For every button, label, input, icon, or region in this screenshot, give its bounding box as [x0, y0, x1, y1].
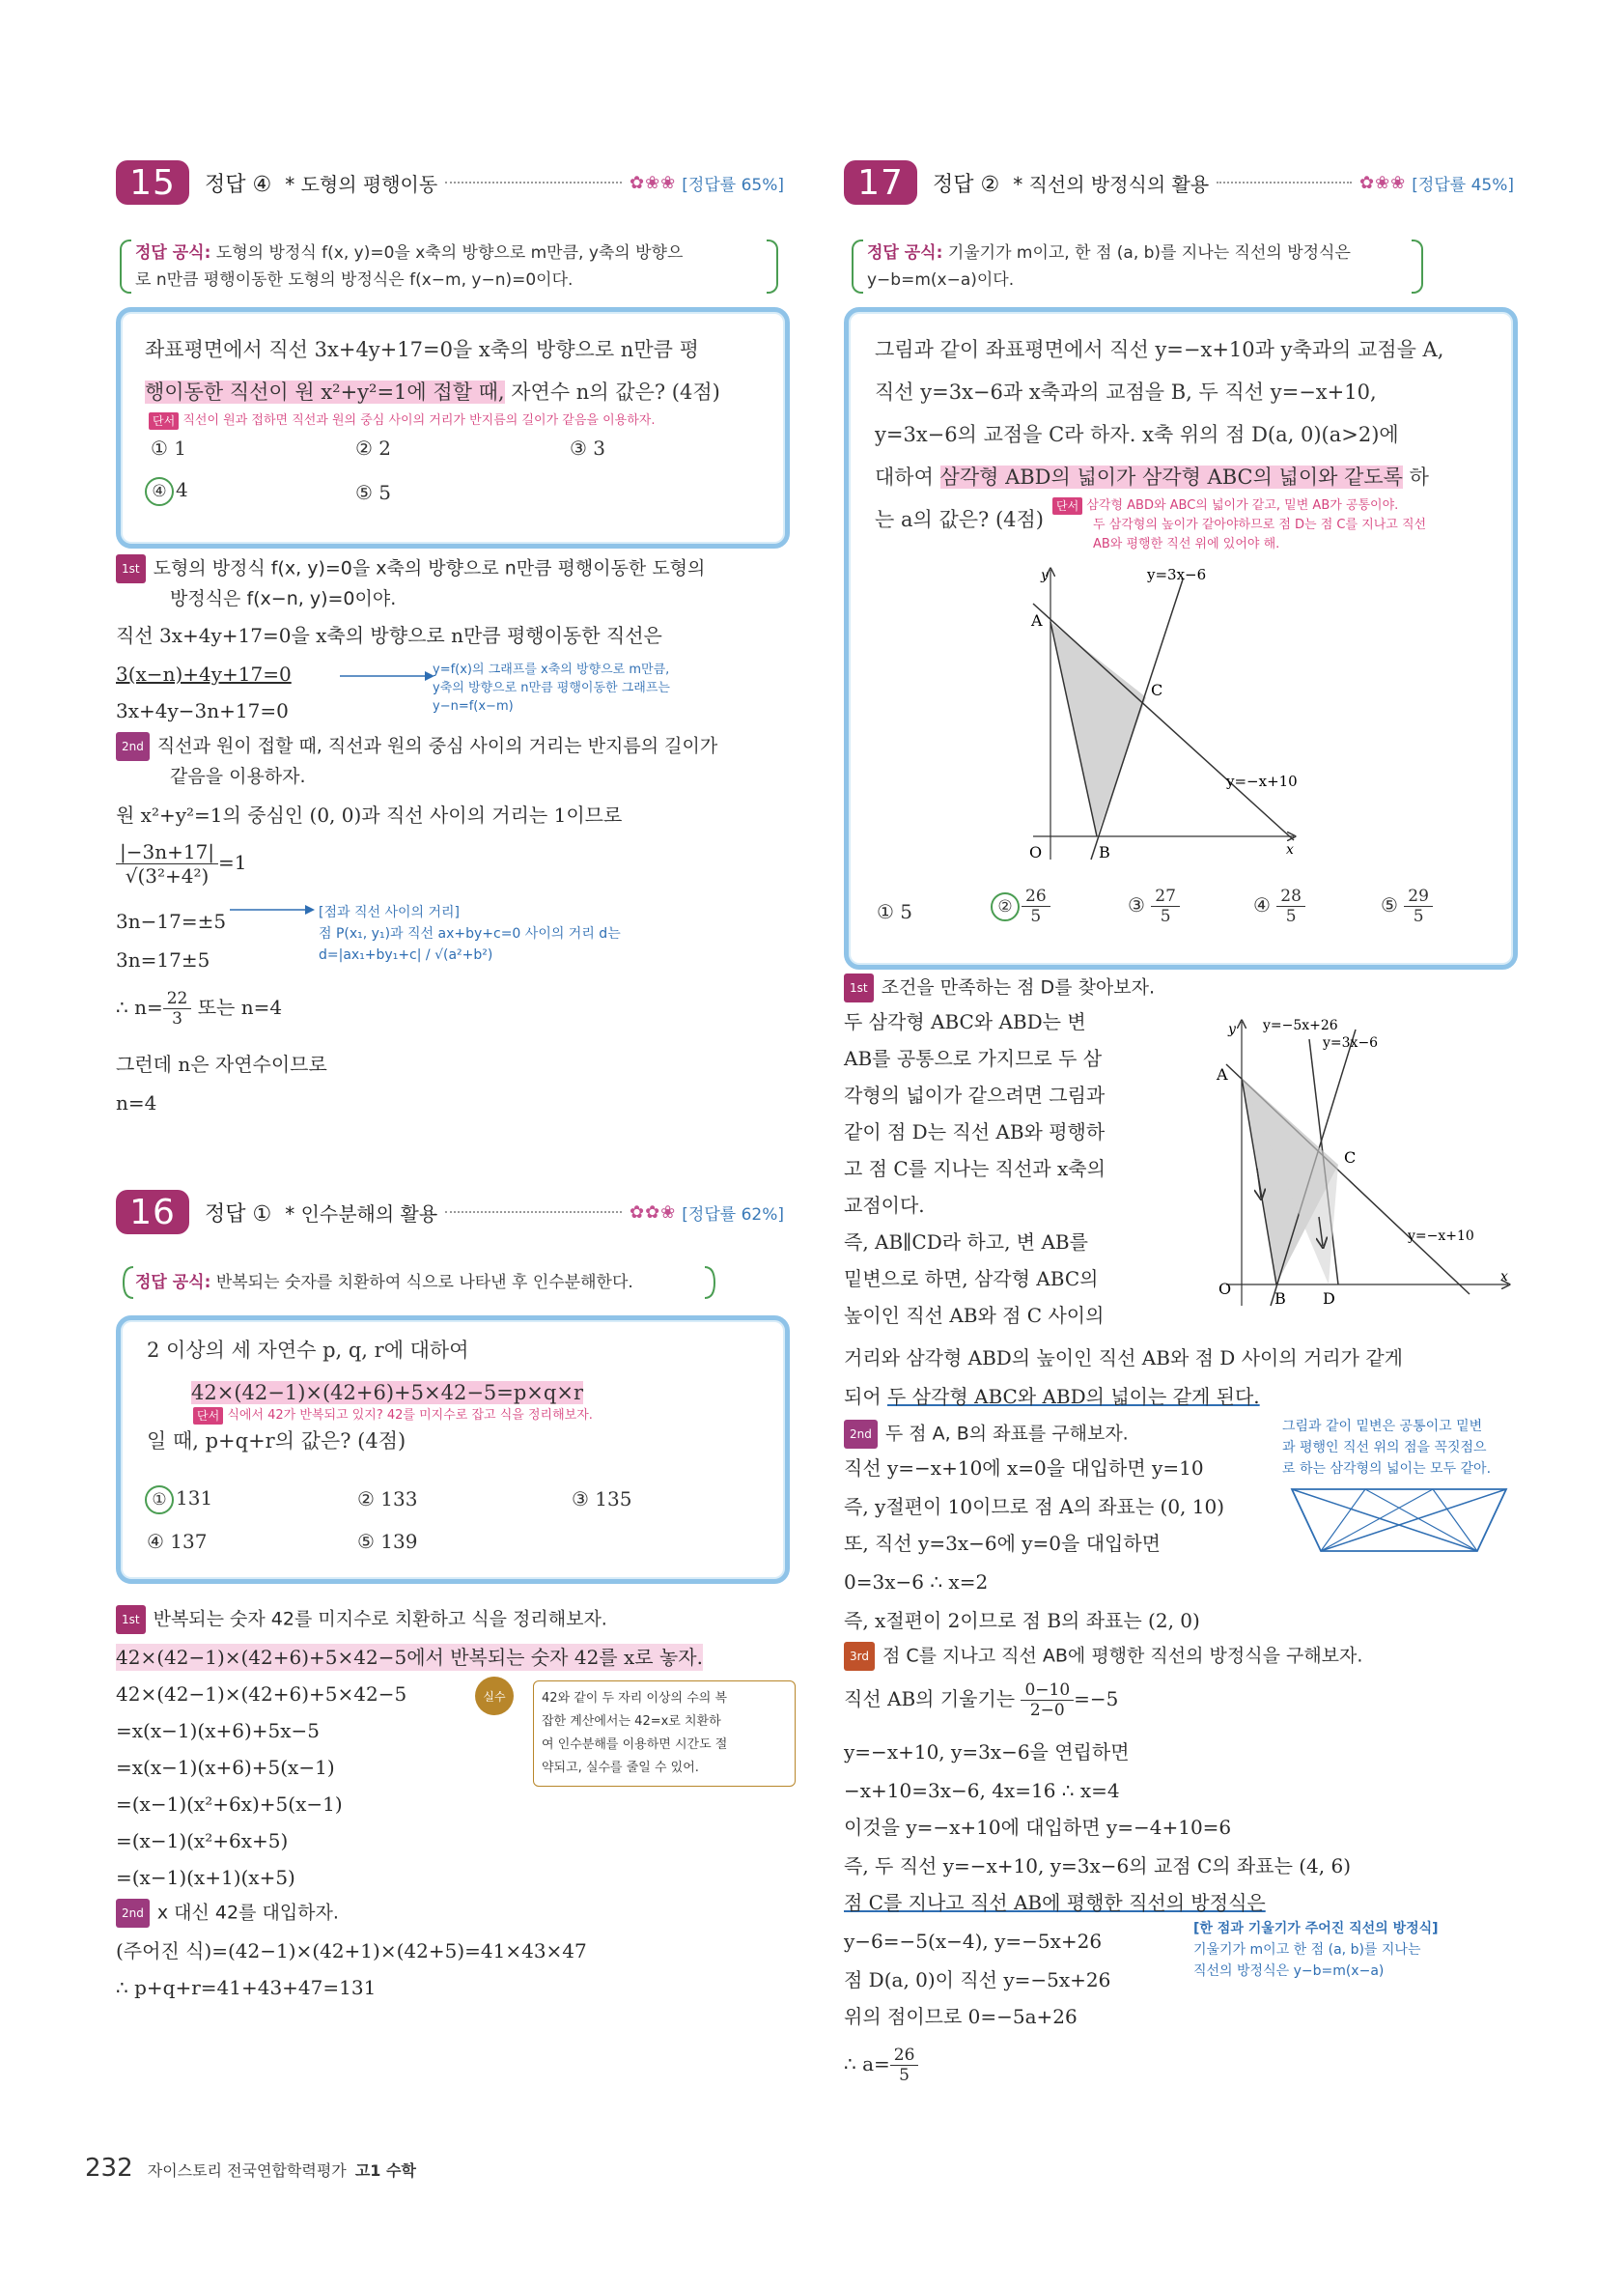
choice-mark: ④	[1253, 893, 1271, 917]
formula-label: 정답 공식:	[135, 1273, 211, 1292]
p17-u9: 이것을 y=−x+10에 대입하면 y=−4+10=6	[844, 1816, 1232, 1839]
p17-answer: 정답 ②	[933, 172, 1000, 197]
p17-u13: 점 D(a, 0)이 직선 y=−5x+26	[844, 1968, 1111, 1991]
origin-label: O	[1029, 843, 1043, 861]
text: 직선 AB의 기울기는	[844, 1687, 1022, 1710]
note-line: y=f(x)의 그래프를 x축의 방향으로 m만큼,	[433, 663, 670, 677]
formula-text-2: y−b=m(x−a)이다.	[867, 270, 1015, 290]
note-line: 로 하는 삼각형의 넓이는 모두 같아.	[1282, 1461, 1492, 1477]
p16-line-2: 42×(42−1)×(42+6)+5×42−5	[116, 1682, 407, 1706]
tip-line: 약되고, 실수를 줄일 수 있어.	[542, 1761, 699, 1775]
p17-prob-line: 그림과 같이 좌표평면에서 직선 y=−x+10과 y축과의 교점을 A,	[875, 338, 1444, 361]
p17-rate: [정답률 45%]	[1412, 175, 1514, 195]
p16-choice-3[interactable]: ③ 135	[572, 1487, 632, 1510]
p15-line-9: n=4	[116, 1091, 157, 1115]
hint-text: 두 삼각형의 높이가 같아야하므로 점 D는 점 C를 지나고 직선	[1093, 518, 1427, 532]
step-1-badge: 1st	[844, 974, 874, 1002]
frac-den: 3	[172, 1009, 182, 1029]
frac-num: 27	[1151, 887, 1180, 907]
note-line: 과 평행인 직선 위의 점을 꼭짓점으	[1282, 1440, 1487, 1455]
step-text: 조건을 만족하는 점 D를 찾아보자.	[881, 976, 1156, 999]
frac-den: 5	[899, 2066, 910, 2085]
step-text: 두 점 A, B의 좌표를 구해보자.	[884, 1423, 1129, 1445]
step-text: 점 C를 지나고 직선 AB에 평행한 직선의 방정식을 구해보자.	[882, 1645, 1363, 1667]
p15-prob-highlight: 행이동한 직선이 원 x²+y²=1에 접할 때,	[145, 381, 505, 404]
note-line: [한 점과 기울기가 주어진 직선의 방정식]	[1193, 1921, 1439, 1936]
p17-choice-1[interactable]: ① 5	[877, 900, 913, 923]
frac-num: 29	[1404, 887, 1433, 907]
p17-text-6: 교점이다.	[844, 1194, 925, 1217]
choice-mark: ③	[1128, 893, 1145, 917]
hint-tag: 단서	[1052, 497, 1082, 515]
line-label: y=−5x+26	[1263, 1018, 1338, 1033]
axis-x-label: x	[1286, 842, 1294, 858]
p16-topic: * 인수분해의 활용	[285, 1201, 438, 1226]
check-circle-icon: ①	[145, 1485, 174, 1514]
underlined-text: 두 삼각형 ABC와 ABD의 넓이는 같게 된다.	[887, 1385, 1260, 1408]
p16-line-4: =x(x−1)(x+6)+5(x−1)	[116, 1756, 335, 1779]
p17-u5: 즉, x절편이 2이므로 점 B의 좌표는 (2, 0)	[844, 1609, 1200, 1632]
text: ∴ a=	[844, 2052, 890, 2075]
p16-choice-4[interactable]: ④ 137	[147, 1530, 208, 1553]
p17-formula	[867, 240, 1408, 294]
p15-problem	[145, 328, 763, 413]
note-line: y축의 방향으로 n만큼 평행이동한 그래프는	[433, 681, 670, 695]
p15-line-4: 원 x²+y²=1의 중심인 (0, 0)과 직선 사이의 거리는 1이므로	[116, 804, 623, 827]
p15-prob-line-1: 좌표평면에서 직선 3x+4y+17=0을 x축의 방향으로 n만큼 평	[145, 338, 699, 361]
bracket-left	[852, 240, 863, 294]
p17-choice-2[interactable]	[991, 887, 1050, 926]
p17-u12: y−6=−5(x−4), y=−5x+26	[844, 1930, 1103, 1953]
p15-arrow-2	[230, 900, 317, 919]
p15-rate: [정답률 65%]	[682, 175, 784, 195]
point-b-label: B	[1274, 1289, 1286, 1308]
hint-text: 직선이 원과 접하면 직선과 원의 중심 사이의 거리가 반지름의 길이가 같음을 이용하자.	[182, 413, 656, 428]
p16-line-3: =x(x−1)(x+6)+5x−5	[116, 1719, 321, 1742]
p16-line-7: =(x−1)(x+1)(x+5)	[116, 1866, 295, 1889]
p17-step-1	[844, 974, 1155, 1002]
text: 하	[1402, 466, 1429, 489]
note-line: d=|ax₁+by₁+c| / √(a²+b²)	[319, 947, 493, 963]
frac-num: 28	[1276, 887, 1305, 907]
bracket-left	[120, 240, 131, 294]
p16-line-6: =(x−1)(x²+6x+5)	[116, 1829, 289, 1852]
formula-text-1: 도형의 방정식 f(x, y)=0을 x축의 방향으로 m만큼, y축의 방향으	[215, 243, 684, 263]
frac-num: |−3n+17|	[116, 840, 218, 864]
p15-line-2: 3(x−n)+4y+17=0	[116, 663, 292, 686]
step-text: x 대신 42를 대입하자.	[156, 1902, 339, 1924]
p17-graph-1	[1004, 560, 1313, 869]
p17-text-3: 각형의 넓이가 같으려면 그림과	[844, 1084, 1106, 1107]
frac-den: 5	[1160, 907, 1171, 926]
frac-den: 5	[1285, 907, 1297, 926]
step-text: 직선과 원이 접할 때, 직선과 원의 중심 사이의 거리는 반지름의 길이가	[156, 735, 718, 757]
p17-text-10: 거리와 삼각형 ABD의 높이인 직선 AB와 점 D 사이의 거리가 같게	[844, 1346, 1403, 1369]
p17-text-4: 같이 점 D는 직선 AB와 평행하	[844, 1120, 1106, 1143]
p17-text-2: AB를 공통으로 가지므로 두 삼	[844, 1047, 1103, 1070]
p16-prob-line-1: 2 이상의 세 자연수 p, q, r에 대하여	[147, 1339, 469, 1362]
p17-choice-4[interactable]	[1253, 887, 1305, 926]
p15-step-1	[116, 554, 705, 583]
p17-choice-5[interactable]	[1381, 887, 1433, 926]
p17-number: 17	[844, 160, 917, 205]
tip-line: 잡한 계산에서는 42=x로 치환하	[542, 1714, 721, 1729]
check-circle-icon: ②	[991, 892, 1020, 921]
formula-text: 반복되는 숫자를 치환하여 식으로 나타낸 후 인수분해한다.	[215, 1273, 633, 1292]
line-label: y=−x+10	[1226, 773, 1298, 790]
line-label: y=3x−6	[1323, 1035, 1379, 1051]
p17-text-11	[844, 1383, 1260, 1410]
frac-num: 26	[1022, 887, 1050, 907]
p15-line-1: 직선 3x+4y+17=0을 x축의 방향으로 n만큼 평행이동한 직선은	[116, 624, 662, 647]
formula-label: 정답 공식:	[135, 243, 211, 263]
p15-note-2	[319, 902, 621, 966]
p15-prob-line-2	[145, 371, 763, 413]
choice-mark: ⑤	[1381, 893, 1398, 917]
p17-topic: * 직선의 방정식의 활용	[1013, 172, 1210, 196]
p17-u1: 직선 y=−x+10에 x=0을 대입하면 y=10	[844, 1456, 1204, 1480]
tip-line: 42와 같이 두 자리 이상의 수의 복	[542, 1691, 728, 1706]
step-1-badge: 1st	[116, 1605, 146, 1634]
p17-prob-line	[875, 456, 1493, 498]
p15-choice-1[interactable]: ① 1	[151, 437, 187, 460]
p17-dots	[1217, 182, 1352, 183]
p16-header	[116, 1190, 784, 1234]
p15-arrow-1	[340, 666, 436, 686]
p17-text-9: 높이인 직선 AB와 점 C 사이의	[844, 1304, 1105, 1327]
note-line: 직선의 방정식은 y−b=m(x−a)	[1193, 1963, 1385, 1979]
axis-y-label: y	[1228, 1022, 1236, 1037]
point-b-label: B	[1099, 843, 1110, 861]
point-a-label: A	[1217, 1065, 1228, 1084]
page-number: 232	[85, 2154, 133, 2183]
frac-den: 2−0	[1029, 1701, 1065, 1720]
p17-text-1: 두 삼각형 ABC와 ABD는 변	[844, 1010, 1086, 1033]
p16-formula-brackets	[120, 1263, 718, 1302]
p17-text-8: 밑변으로 하면, 삼각형 ABC의	[844, 1267, 1099, 1290]
p16-tip-box	[533, 1680, 796, 1787]
text: ∴ n=	[116, 996, 163, 1019]
p15-number: 15	[116, 160, 189, 205]
page-footer	[85, 2154, 416, 2183]
p17-prob-line: 는 a의 값은? (4점)	[875, 508, 1044, 531]
p17-stars: ✿❀❀	[1359, 172, 1407, 193]
p15-choice-3[interactable]: ③ 3	[570, 437, 606, 460]
p16-line-8: (주어진 식)=(42−1)×(42+1)×(42+5)=41×43×47	[116, 1939, 587, 1962]
p17-graph-2	[1203, 1004, 1518, 1310]
p16-choice-1[interactable]	[145, 1485, 212, 1514]
p17-trapezoid-diagram	[1288, 1485, 1510, 1555]
frac-den: 5	[1413, 907, 1424, 926]
p15-choice-2[interactable]: ② 2	[355, 437, 392, 460]
bracket-right	[767, 240, 778, 294]
step-2-badge: 2nd	[116, 1899, 150, 1928]
bracket-right	[1412, 240, 1423, 294]
p15-answer: 정답 ④	[205, 172, 272, 197]
p17-text-5: 고 점 C를 지나는 직선과 x축의	[844, 1157, 1106, 1180]
choice-text: 4	[176, 478, 188, 501]
p17-prob-line: y=3x−6의 교점을 C라 하자. x축 위의 점 D(a, 0)(a>2)에	[875, 423, 1399, 446]
p17-u2: 즉, y절편이 10이므로 점 A의 좌표는 (0, 10)	[844, 1495, 1225, 1518]
p15-choice-4[interactable]	[145, 477, 188, 506]
p16-step-1	[116, 1605, 607, 1634]
p16-tip-badge	[475, 1677, 514, 1715]
p17-u14: 위의 점이므로 0=−5a+26	[844, 2005, 1078, 2028]
p16-stars: ✿✿❀	[630, 1201, 677, 1223]
p16-answer: 정답 ①	[205, 1201, 272, 1227]
line-label: y=−x+10	[1408, 1228, 1474, 1244]
hint-text: AB와 평행한 직선 위에 있어야 해.	[1093, 537, 1280, 551]
p16-number: 16	[116, 1190, 189, 1234]
point-d-label: D	[1323, 1289, 1335, 1308]
step-text: 반복되는 숫자 42를 미지수로 치환하고 식을 정리해보자.	[153, 1608, 607, 1630]
frac-den: √(3²+4²)	[125, 864, 210, 888]
hint-text: 식에서 42가 반복되고 있지? 42를 미지수로 잡고 식을 정리해보자.	[227, 1408, 593, 1423]
p15-topic: * 도형의 평행이동	[285, 172, 438, 196]
p15-note-1	[433, 661, 670, 716]
note-line: 그림과 같이 밑변은 공통이고 밑변	[1282, 1419, 1483, 1434]
p15-step-1b: 방정식은 f(x−n, y)=0이야.	[170, 588, 397, 609]
text: =−5	[1074, 1687, 1119, 1710]
p15-line-7	[116, 989, 282, 1029]
p15-dots	[445, 182, 622, 183]
p16-prob-line-2: 일 때, p+q+r의 값은? (4점)	[147, 1429, 406, 1453]
point-c-label: C	[1151, 681, 1163, 699]
step-2-badge: 2nd	[116, 732, 150, 761]
p17-u4: 0=3x−6 ∴ x=2	[844, 1570, 989, 1594]
p15-line-5: 3n−17=±5	[116, 910, 227, 933]
p16-prob-highlight: 42×(42−1)×(42+6)+5×42−5=p×q×r	[191, 1381, 583, 1404]
p16-dots	[445, 1211, 622, 1213]
p15-choice-5[interactable]: ⑤ 5	[355, 481, 392, 504]
note-line: y−n=f(x−m)	[433, 699, 514, 714]
choice-text: 131	[176, 1486, 213, 1510]
p17-u3: 또, 직선 y=3x−6에 y=0을 대입하면	[844, 1532, 1161, 1555]
axis-y-label: y	[1041, 568, 1049, 583]
p17-u10: 즉, 두 직선 y=−x+10, y=3x−6의 교점 C의 좌표는 (4, 6)	[844, 1854, 1352, 1877]
p16-line-5: =(x−1)(x²+6x)+5(x−1)	[116, 1792, 343, 1816]
p17-text-7: 즉, AB∥CD라 하고, 변 AB를	[844, 1230, 1088, 1254]
p17-u6	[844, 1680, 1118, 1720]
frac-eq: =1	[218, 851, 247, 874]
point-a-label: A	[1031, 611, 1043, 630]
formula-text-2: 로 n만큼 평행이동한 도형의 방정식은 f(x−m, y−n)=0이다.	[135, 270, 574, 290]
p17-choice-3[interactable]	[1128, 887, 1180, 926]
formula-label: 정답 공식:	[867, 243, 943, 263]
frac-num: 0−10	[1021, 1680, 1074, 1701]
text: 대하여	[875, 466, 940, 489]
p17-prob-line: 직선 y=3x−6과 x축과의 교점을 B, 두 직선 y=−x+10,	[875, 381, 1377, 404]
point-c-label: C	[1344, 1148, 1357, 1167]
p15-line-3: 3x+4y−3n+17=0	[116, 699, 289, 722]
p16-rate: [정답률 62%]	[682, 1204, 784, 1225]
tip-badge-text: 실수	[483, 1689, 506, 1704]
step-3-badge: 3rd	[844, 1642, 875, 1671]
p17-note-2	[1282, 1416, 1491, 1480]
p15-stars: ✿❀❀	[630, 172, 677, 193]
text: 되어	[844, 1385, 887, 1408]
frac-num: 22	[163, 989, 192, 1009]
step-2-badge: 2nd	[844, 1420, 878, 1449]
p15-line-6: 3n=17±5	[116, 948, 210, 972]
p17-hint	[1052, 496, 1426, 554]
hint-tag: 단서	[193, 1407, 223, 1425]
note-line: [점과 직선 사이의 거리]	[319, 905, 460, 920]
p15-header	[116, 160, 784, 205]
axis-x-label: x	[1500, 1269, 1508, 1284]
p16-step-2	[116, 1899, 339, 1928]
frac-num: 26	[890, 2046, 919, 2066]
origin-label: O	[1218, 1280, 1232, 1298]
p17-prob-highlight: 삼각형 ABD의 넓이가 삼각형 ABC의 넓이와 같도록	[939, 466, 1403, 489]
step-text: 도형의 방정식 f(x, y)=0을 x축의 방향으로 n만큼 평행이동한 도형의	[153, 557, 706, 579]
p15-step-2b: 같음을 이용하자.	[170, 766, 306, 787]
p15-prob-tail: 자연수 n의 값은? (4점)	[504, 381, 720, 404]
p16-choice-2[interactable]: ② 133	[357, 1487, 418, 1510]
hint-tag: 단서	[149, 412, 179, 430]
check-circle-icon: ④	[145, 477, 174, 506]
p17-u11: 점 C를 지나고 직선 AB에 평행한 직선의 방정식은	[844, 1891, 1266, 1914]
p15-fraction	[116, 840, 247, 888]
book-title: 자이스토리 전국연합학력평가	[147, 2161, 347, 2180]
p16-line-9: ∴ p+q+r=41+43+47=131	[116, 1976, 377, 1999]
p17-step-3	[844, 1642, 1362, 1671]
p15-formula	[135, 240, 763, 294]
formula-text-1: 기울기가 m이고, 한 점 (a, b)를 지나는 직선의 방정식은	[947, 243, 1351, 263]
p17-note-3	[1193, 1918, 1439, 1982]
p15-hint	[149, 411, 655, 431]
line-label: y=3x−6	[1147, 566, 1207, 583]
text: 또는 n=4	[191, 996, 283, 1019]
note-line: 기울기가 m이고 한 점 (a, b)를 지나는	[1193, 1942, 1421, 1958]
p16-choice-5[interactable]: ⑤ 139	[357, 1530, 418, 1553]
hint-text: 삼각형 ABD와 ABC의 넓이가 같고, 밑변 AB가 공통이야.	[1086, 498, 1399, 513]
step-1-badge: 1st	[116, 554, 146, 583]
book-grade: 고1 수학	[354, 2161, 416, 2180]
frac-den: 5	[1030, 907, 1042, 926]
p17-u8: −x+10=3x−6, 4x=16 ∴ x=4	[844, 1779, 1120, 1802]
p17-u15	[844, 2046, 918, 2085]
p15-line-8: 그런데 n은 자연수이므로	[116, 1053, 327, 1076]
p16-line-1: 42×(42−1)×(42+6)+5×42−5에서 반복되는 숫자 42를 x로 놓자.	[116, 1646, 703, 1669]
p15-step-2	[116, 732, 717, 761]
note-line: 점 P(x₁, y₁)과 직선 ax+by+c=0 사이의 거리 d는	[319, 926, 621, 942]
p17-u7: y=−x+10, y=3x−6을 연립하면	[844, 1740, 1130, 1764]
tip-line: 여 인수분해를 이용하면 시간도 절	[542, 1737, 728, 1752]
p17-step-2	[844, 1420, 1129, 1449]
p17-header	[844, 160, 1514, 205]
